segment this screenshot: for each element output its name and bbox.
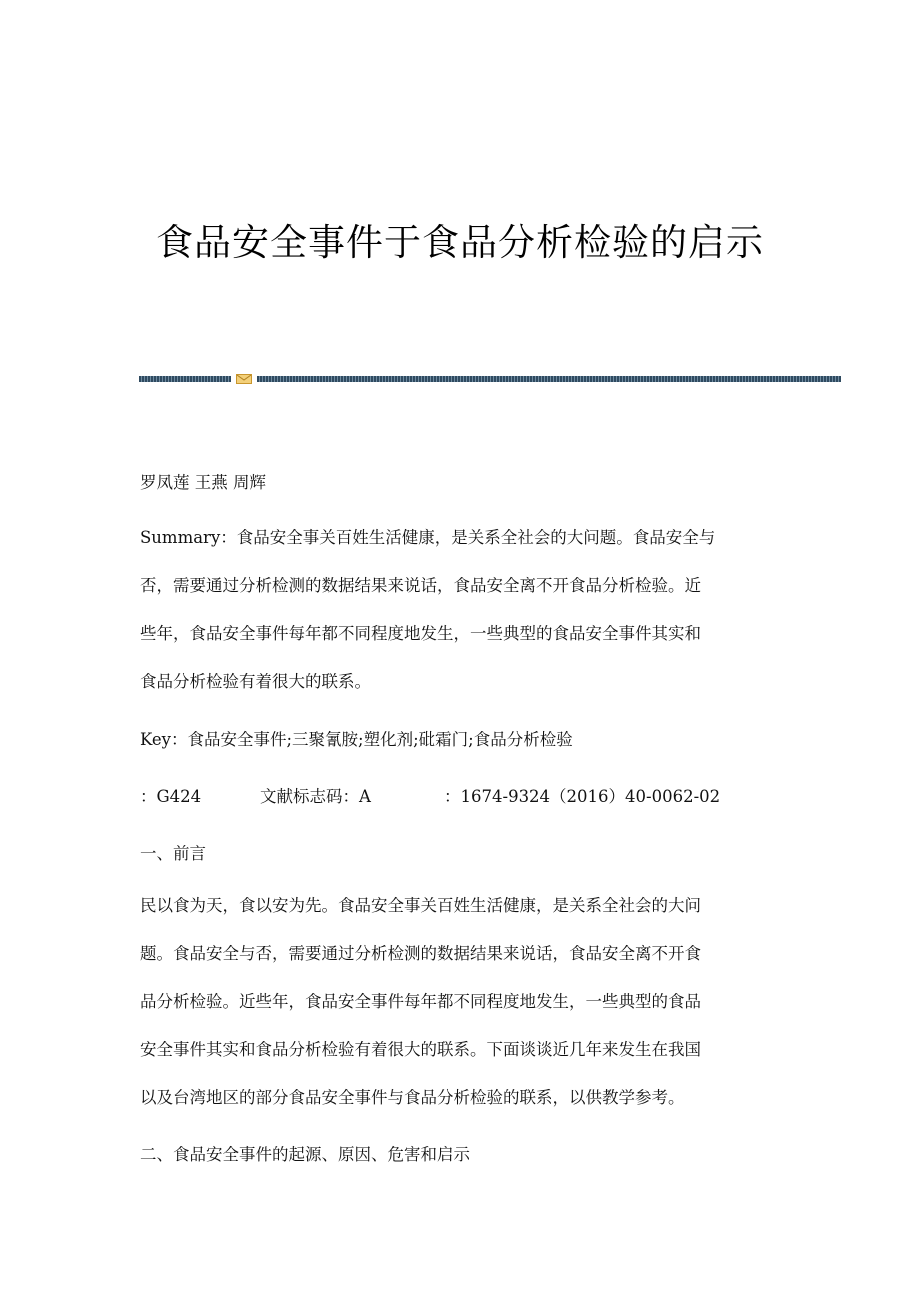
summary-paragraph [140,526,780,694]
divider-bar-left [139,376,231,382]
summary-line: 否，需要通过分析检测的数据结果来说话，食品安全离不开食品分析检验。近 [140,576,701,595]
summary-line: 些年，食品安全事件每年都不同程度地发生，一些典型的食品安全事件其实和 [140,624,701,643]
section-heading-origins: 二、食品安全事件的起源、原因、危害和启示 [140,1145,470,1164]
keywords: Key：食品安全事件;三聚氰胺;塑化剂;砒霜门;食品分析检验 [140,730,573,749]
intro-line: 安全事件其实和食品分析检验有着很大的联系。下面谈谈近几年来发生在我国 [140,1040,701,1059]
intro-line: 品分析检验。近些年，食品安全事件每年都不同程度地发生，一些典型的食品 [140,992,701,1011]
intro-line: 以及台湾地区的部分食品安全事件与食品分析检验的联系，以供教学参考。 [140,1088,685,1107]
issn-number: ：1674-9324（2016）40-0062-02 [444,787,721,806]
title-divider [139,374,841,384]
section-heading-intro: 一、前言 [140,844,206,863]
summary-line: 食品分析检验有着很大的联系。 [140,672,371,691]
intro-line: 民以食为天，食以安为先。食品安全事关百姓生活健康，是关系全社会的大问 [140,896,701,915]
divider-bar-right [257,376,841,382]
intro-line: 题。食品安全与否，需要通过分析检测的数据结果来说话，食品安全离不开食 [140,944,701,963]
summary-line: Summary：食品安全事关百姓生活健康，是关系全社会的大问题。食品安全与 [140,528,716,547]
envelope-emblem-icon [236,374,252,384]
document-code: 文献标志码：A [260,787,371,806]
clc-number: ：G424 [140,787,202,806]
authors: 罗凤莲 王燕 周辉 [140,473,266,492]
intro-paragraph [140,894,780,1110]
document-title: 食品安全事件于食品分析检验的启示 [156,221,764,264]
classification-row [140,785,780,809]
